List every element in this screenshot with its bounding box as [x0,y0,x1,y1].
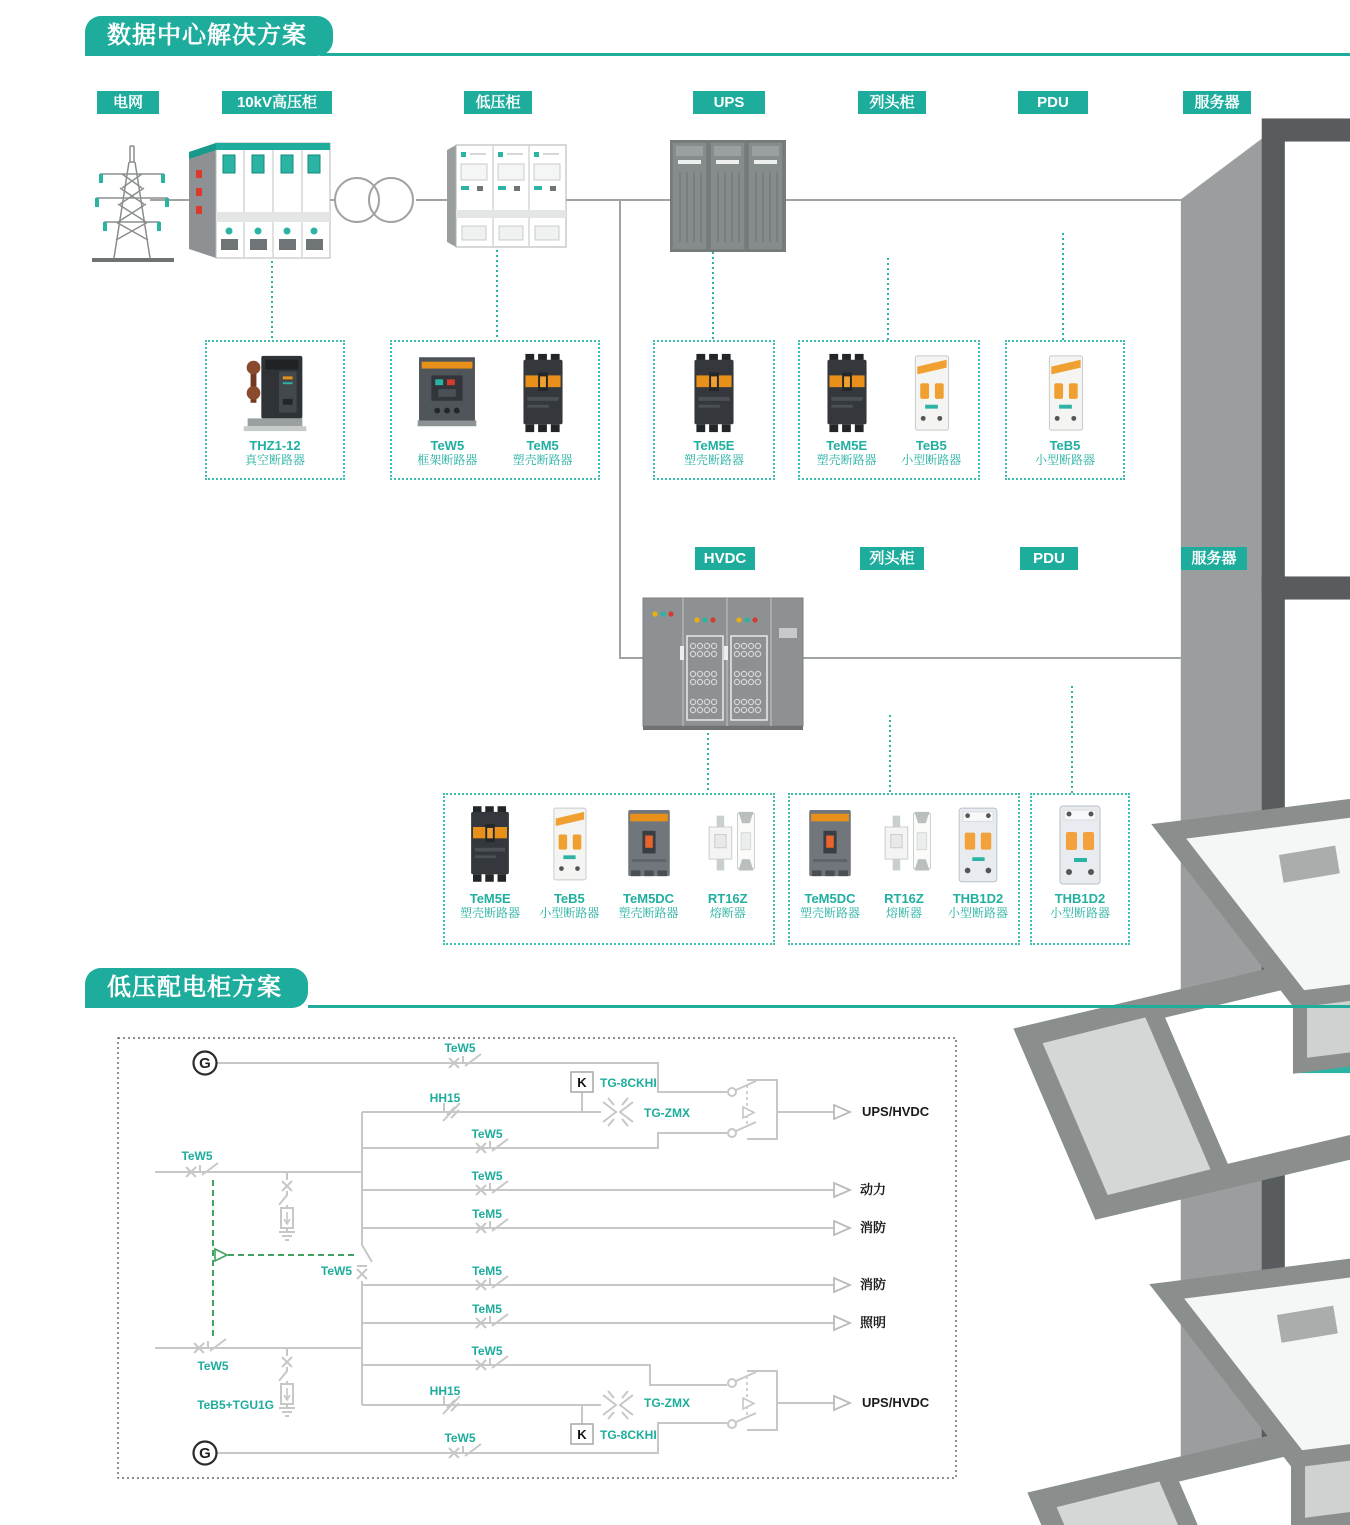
product-type: 塑壳断路器 [512,453,573,467]
label-row-cabinet-2: 列头柜 [860,547,924,570]
bot-surge-label: TG-ZMX [644,1396,690,1410]
label-grid: 电网 [97,91,159,114]
product-type: 真空断路器 [244,453,305,467]
mcb-image [535,803,603,889]
product-type: 熔断器 [885,906,922,920]
feeder2-breaker-label: TeW5 [197,1359,229,1373]
label-lv-cabinet: 低压柜 [464,91,532,114]
product-box-pdu-2 [1030,793,1130,945]
product-model: THB1D2 [952,891,1004,906]
mcb-image [1026,350,1104,436]
product-model: TeB5 [553,891,585,906]
output-ups-hvdc-top: UPS/HVDC [862,1104,930,1119]
mccb-dc-image [615,803,683,889]
output-arrows [834,1105,850,1410]
product-type: 塑壳断路器 [816,453,877,467]
product-thz1-12 [232,350,318,468]
product-model: RT16Z [707,891,748,906]
product-model: RT16Z [884,891,924,906]
hv-cabinet-illustration [189,143,330,258]
top-relay-label: TG-8CKHI [600,1076,657,1090]
mcb-dc-image [1044,803,1116,889]
product-thb1d2 [944,803,1012,921]
product-box-lv [390,340,600,480]
circuit-gray-lines [155,1063,834,1453]
product-model: TeM5E [826,438,868,453]
product-model: TeB5 [915,438,947,453]
lv-cabinet-illustration [447,145,566,247]
mcb-dc-image [944,803,1012,889]
product-tew5 [407,350,487,468]
product-box-ups [653,340,775,480]
product-teb5 [535,803,603,921]
bot-ats-breaker-label: TeW5 [471,1344,503,1358]
product-teb5 [893,350,969,468]
product-tem5e [674,350,754,468]
feeder2-surge-label: TeB5+TGU1G [197,1398,274,1412]
product-box-rowcab-2 [788,793,1020,945]
product-teb5 [1026,350,1104,468]
section2-title-line [308,1005,1350,1008]
mccb-image [456,803,524,889]
product-type: 塑壳断路器 [460,906,521,920]
circuit-diagram [118,1038,956,1478]
bot-relay-label: TG-8CKHI [600,1428,657,1442]
product-box-pdu [1005,340,1125,480]
product-model: THZ1-12 [249,438,301,453]
product-type: 框架断路器 [417,453,478,467]
output-fire1: 消防 [860,1220,887,1235]
ups-illustration [670,140,786,252]
fuse-image [694,803,762,889]
mccb-image [809,350,885,436]
product-tem5dc [615,803,683,921]
bot-hh15-label: HH15 [429,1384,461,1398]
product-type: 小型断路器 [1034,453,1095,467]
fuse-image [870,803,938,889]
product-type: 小型断路器 [1049,906,1110,920]
product-model: TeM5E [469,891,511,906]
product-box-rowcab [798,340,980,480]
section1-title-line [320,53,1350,56]
frame-breaker-image [407,350,487,436]
generator-bottom-label: G [199,1445,211,1462]
k-relay-top-label: K [577,1075,587,1090]
product-tem5 [503,350,583,468]
top-gen-breaker-label: TeW5 [444,1041,476,1055]
section1-title: 数据中心解决方案 [85,16,333,56]
feeder1-breaker-label: TeW5 [181,1149,213,1163]
product-tem5dc [796,803,864,921]
product-type: 塑壳断路器 [799,906,860,920]
bot-gen-breaker-label: TeW5 [444,1431,476,1445]
label-hv-cabinet: 10kV高压柜 [222,91,332,114]
light-breaker-label: TeM5 [472,1302,502,1316]
k-relay-bottom-label: K [577,1427,587,1442]
product-type: 塑壳断路器 [683,453,744,467]
label-ups: UPS [693,91,765,114]
label-pdu-2: PDU [1020,547,1078,570]
mccb-image [674,350,754,436]
product-type: 小型断路器 [947,906,1008,920]
product-box-hv [205,340,345,480]
product-thb1d2 [1044,803,1116,921]
mccb-dc-image [796,803,864,889]
fire1-breaker-label: TeM5 [472,1207,502,1221]
product-model: TeB5 [1049,438,1081,453]
product-rt16z [870,803,938,921]
product-type: 小型断路器 [539,906,600,920]
mccb-image [503,350,583,436]
product-rt16z [694,803,762,921]
power-breaker-label: TeW5 [471,1169,503,1183]
interlock-lines [213,1180,356,1338]
product-tem5e [456,803,524,921]
product-type: 塑壳断路器 [618,906,679,920]
product-model: THB1D2 [1054,891,1106,906]
label-server: 服务器 [1183,91,1251,114]
label-server-2: 服务器 [1181,547,1247,570]
product-type: 小型断路器 [901,453,962,467]
hvdc-cabinet-illustration [643,598,803,730]
label-hvdc: HVDC [695,547,755,570]
top-surge-label: TG-ZMX [644,1106,690,1120]
label-pdu: PDU [1018,91,1088,114]
product-tem5e [809,350,885,468]
tie-breaker-label: TeW5 [320,1264,352,1278]
vacuum-breaker-image [232,350,318,436]
output-light: 照明 [860,1315,887,1330]
product-type: 熔断器 [709,906,746,920]
section2-title: 低压配电柜方案 [85,968,308,1008]
circuit-border [118,1038,956,1478]
product-model: TeM5DC [623,891,675,906]
mcb-image [893,350,969,436]
product-box-hvdc [443,793,775,945]
top-hh15-label: HH15 [429,1091,461,1105]
product-model: TeM5DC [804,891,856,906]
output-fire2: 消防 [860,1277,887,1292]
product-model: TeW5 [430,438,465,453]
product-model: TeM5 [526,438,559,453]
generator-top-label: G [199,1055,211,1072]
output-power: 动力 [860,1182,887,1197]
grid-tower-illustration [92,146,174,260]
label-row-cabinet: 列头柜 [858,91,926,114]
product-model: TeM5E [693,438,735,453]
top-ats-breaker-label: TeW5 [471,1127,503,1141]
fire2-breaker-label: TeM5 [472,1264,502,1278]
output-ups-hvdc-bottom: UPS/HVDC [862,1395,930,1410]
